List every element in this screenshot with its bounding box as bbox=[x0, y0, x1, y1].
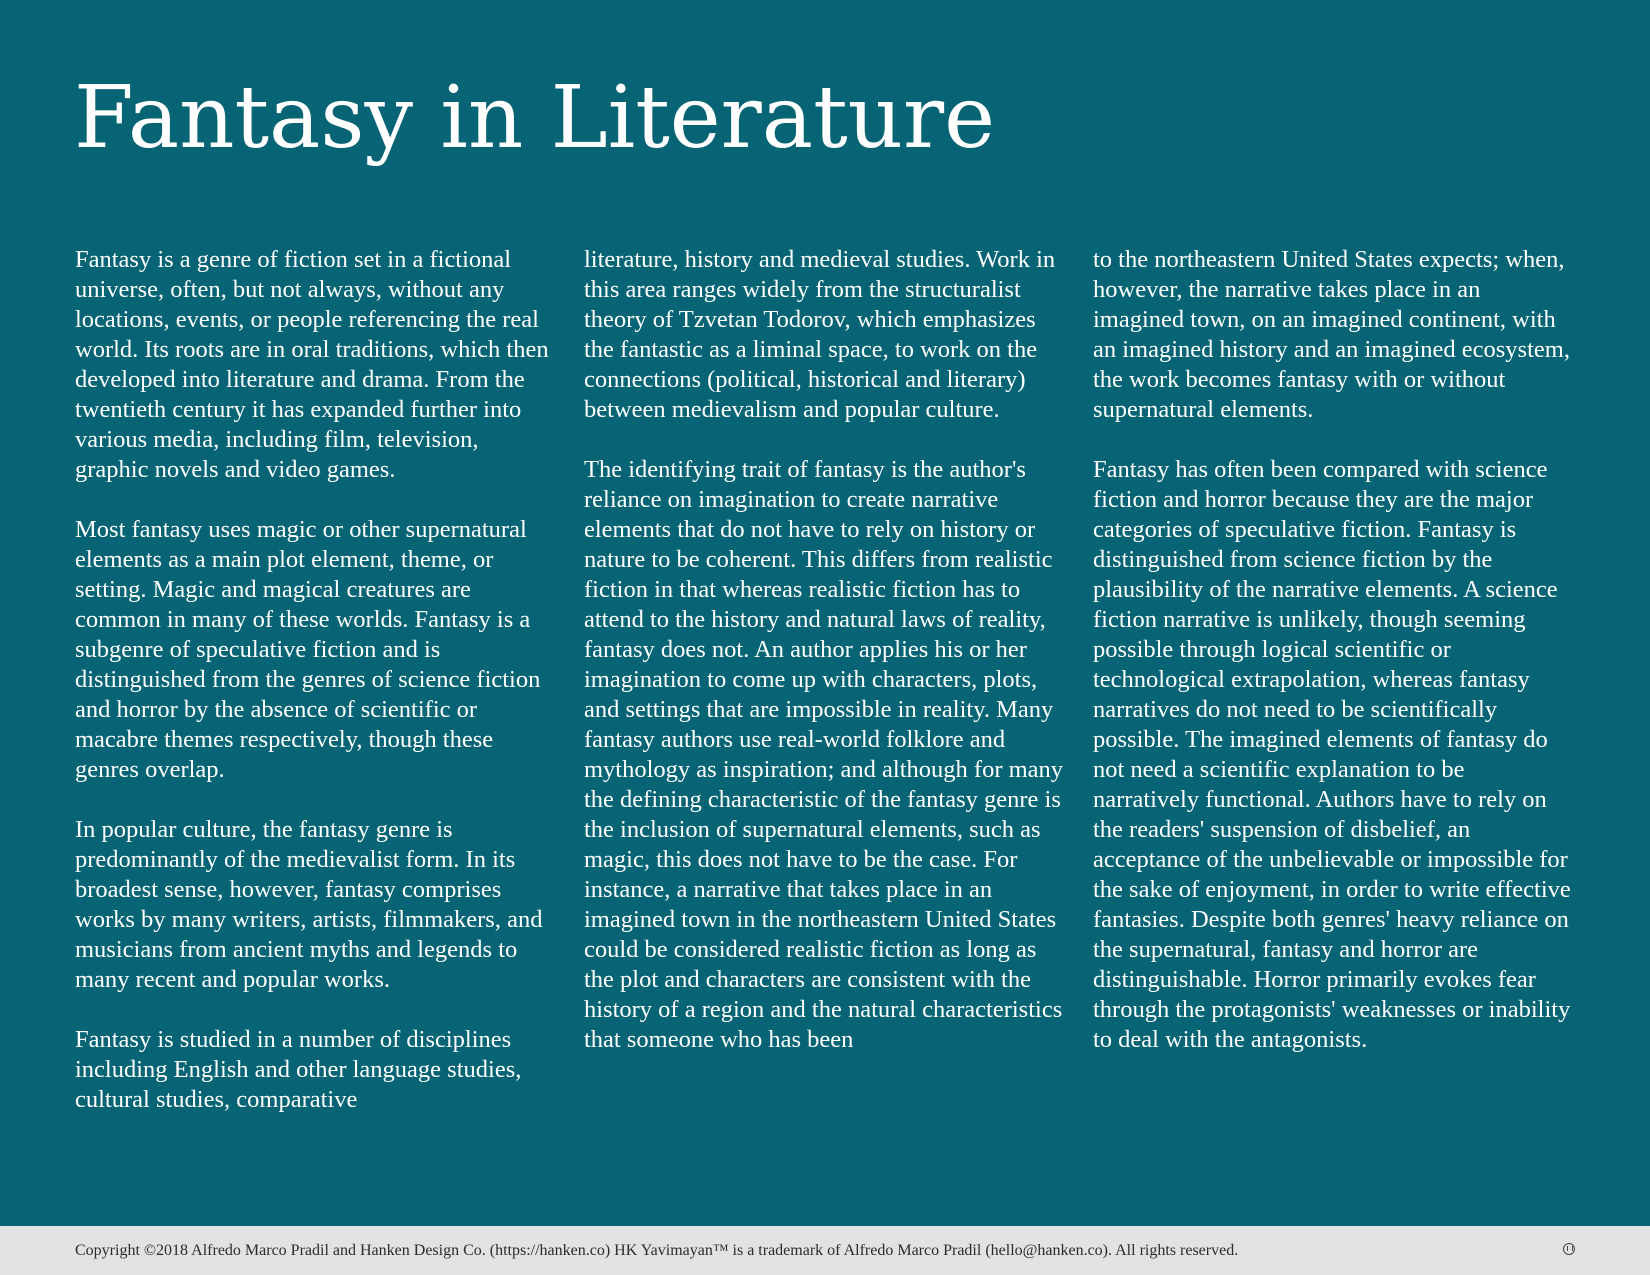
paragraph: literature, history and medieval studies. Work in this area ranges widely from the structuralist theory of Tzvetan Todorov, which emphasizes the fantastic as a liminal space, to work on the connections (political, historical and literary) between medievalism and popular culture. bbox=[584, 246, 1056, 423]
paragraph: Fantasy is a genre of fiction set in a fictional universe, often, but not always, without any locations, events, or people referencing the real world. Its roots are in oral traditions, which then developed into literature and drama. From the twentieth century it has expanded further into various media, including film, television, graphic novels and video games. bbox=[75, 246, 549, 483]
column-2 bbox=[584, 245, 1064, 1085]
paragraph: The identifying trait of fantasy is the author's reliance on imagination to create narrative elements that do not have to rely on history or nature to be coherent. This differs from realistic fiction in that whereas realistic fiction has to attend to the history and natural laws of reality, fantasy does not. An author applies his or her imagination to come up with characters, plots, and settings that are impossible in reality. Many fantasy authors use real-world folklore and mythology as inspiration; and although for many the defining characteristic of the fantasy genre is the inclusion of supernatural elements, such as magic, this does not have to be the case. For instance, a narrative that takes place in an imagined town in the northeastern United States could be considered realistic fiction as long as the plot and characters are consistent with the history of a region and the natural characteristics that someone who has been bbox=[584, 456, 1064, 1053]
text-columns bbox=[75, 245, 1580, 1145]
column-3 bbox=[1093, 245, 1573, 1085]
footer-bar bbox=[0, 1226, 1650, 1275]
column-1 bbox=[75, 245, 555, 1145]
page-title: Fantasy in Literature bbox=[74, 68, 996, 168]
paragraph: Fantasy has often been compared with science fiction and horror because they are the major categories of speculative fiction. Fantasy is distinguished from science fiction by the plausibility of the narrative elements. A science fiction narrative is unlikely, though seeming possible through logical scientific or technological extrapolation, whereas fantasy narratives do not need to be scientifically possible. The imagined elements of fantasy do not need a scientific explanation to be narratively functional. Authors have to rely on the readers' suspension of disbelief, an acceptance of the unbelievable or impossible for the sake of enjoyment, in order to write effective fantasies. Despite both genres' heavy reliance on the supernatural, fantasy and horror are distinguishable. Horror primarily evokes fear through the protagonists' weaknesses or inability to deal with the antagonists. bbox=[1093, 456, 1571, 1053]
paragraph: to the northeastern United States expects; when, however, the narrative takes place in an imagined town, on an imagined continent, with an imagined history and an imagined ecosystem, the work becomes fantasy with or without supernatural elements. bbox=[1093, 246, 1570, 423]
paragraph: Fantasy is studied in a number of disciplines including English and other language studies, cultural studies, comparative bbox=[75, 1026, 522, 1113]
paragraph: Most fantasy uses magic or other supernatural elements as a main plot element, theme, or setting. Magic and magical creatures are common in many of these worlds. Fantasy is a subgenre of speculative fiction and is distinguished from the genres of science fiction and horror by the absence of scientific or macabre themes respectively, though these genres overlap. bbox=[75, 516, 541, 783]
paragraph: In popular culture, the fantasy genre is predominantly of the medievalist form. In its broadest sense, however, fantasy comprises works by many writers, artists, filmmakers, and musicians from ancient myths and legends to many recent and popular works. bbox=[75, 816, 543, 993]
hanken-logo-icon bbox=[1563, 1243, 1575, 1255]
copyright-text: Copyright ©2018 Alfredo Marco Pradil and Hanken Design Co. (https://hanken.co) HK Yavimayan™ is a trademark of Alfredo Marco Pradil (hello@hanken.co). All rights reserved. bbox=[75, 1242, 1239, 1259]
